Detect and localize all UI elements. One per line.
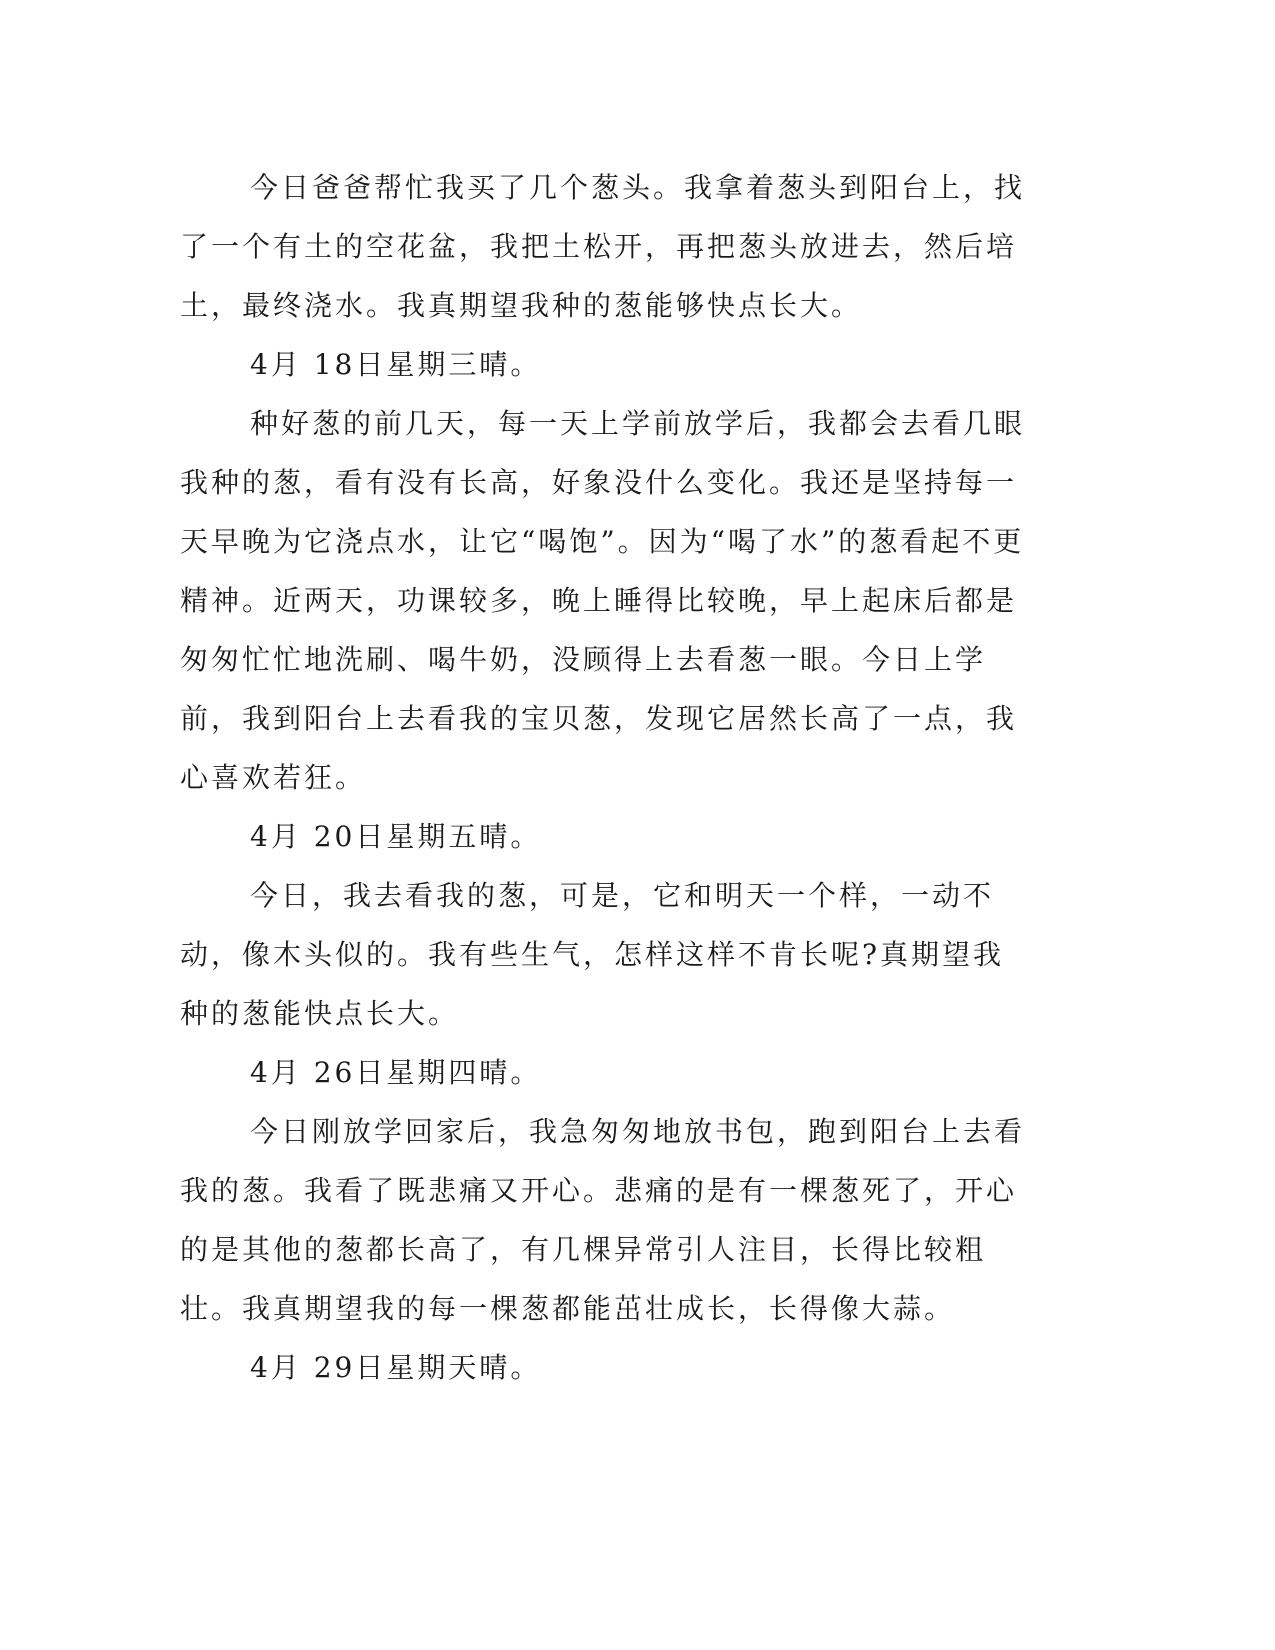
diary-paragraph: 今日刚放学回家后，我急匆匆地放书包，跑到阳台上去看我的葱。我看了既悲痛又开心。悲痛的是有一棵葱死了，开心的是其他的葱都长高了，有几棵异常引人注目，长得比较粗壮。我真期望我的每一棵葱都能茁壮成长，长得像大蒜。: [180, 1115, 1026, 1325]
diary-date-heading: 4月 26日星期四晴。: [250, 1056, 542, 1089]
diary-date-heading: 4月 29日星期天晴。: [250, 1351, 542, 1384]
diary-date-heading: 4月 18日星期三晴。: [250, 348, 542, 381]
diary-paragraph: 今日爸爸帮忙我买了几个葱头。我拿着葱头到阳台上，找了一个有土的空花盆，我把土松开，再把葱头放进去，然后培土，最终浇水。我真期望我种的葱能够快点长大。: [180, 171, 1026, 322]
diary-paragraph: 今日，我去看我的葱，可是，它和明天一个样，一动不动，像木头似的。我有些生气，怎样这样不肯长呢?真期望我种的葱能快点长大。: [180, 879, 1005, 1030]
diary-paragraph: 种好葱的前几天，每一天上学前放学后，我都会去看几眼我种的葱，看有没有长高，好象没什么变化。我还是坚持每一天早晚为它浇点水，让它“喝饱”。因为“喝了水”的葱看起不更精神。近两天，功课较多，晚上睡得比较晚，早上起床后都是匆匆忙忙地洗刷、喝牛奶，没顾得上去看葱一眼。今日上学前，我到阳台上去看我的宝贝葱，发现它居然长高了一点，我心喜欢若狂。: [180, 407, 1026, 794]
diary-date-heading: 4月 20日星期五晴。: [250, 820, 542, 853]
diary-body: [180, 158, 1030, 1397]
